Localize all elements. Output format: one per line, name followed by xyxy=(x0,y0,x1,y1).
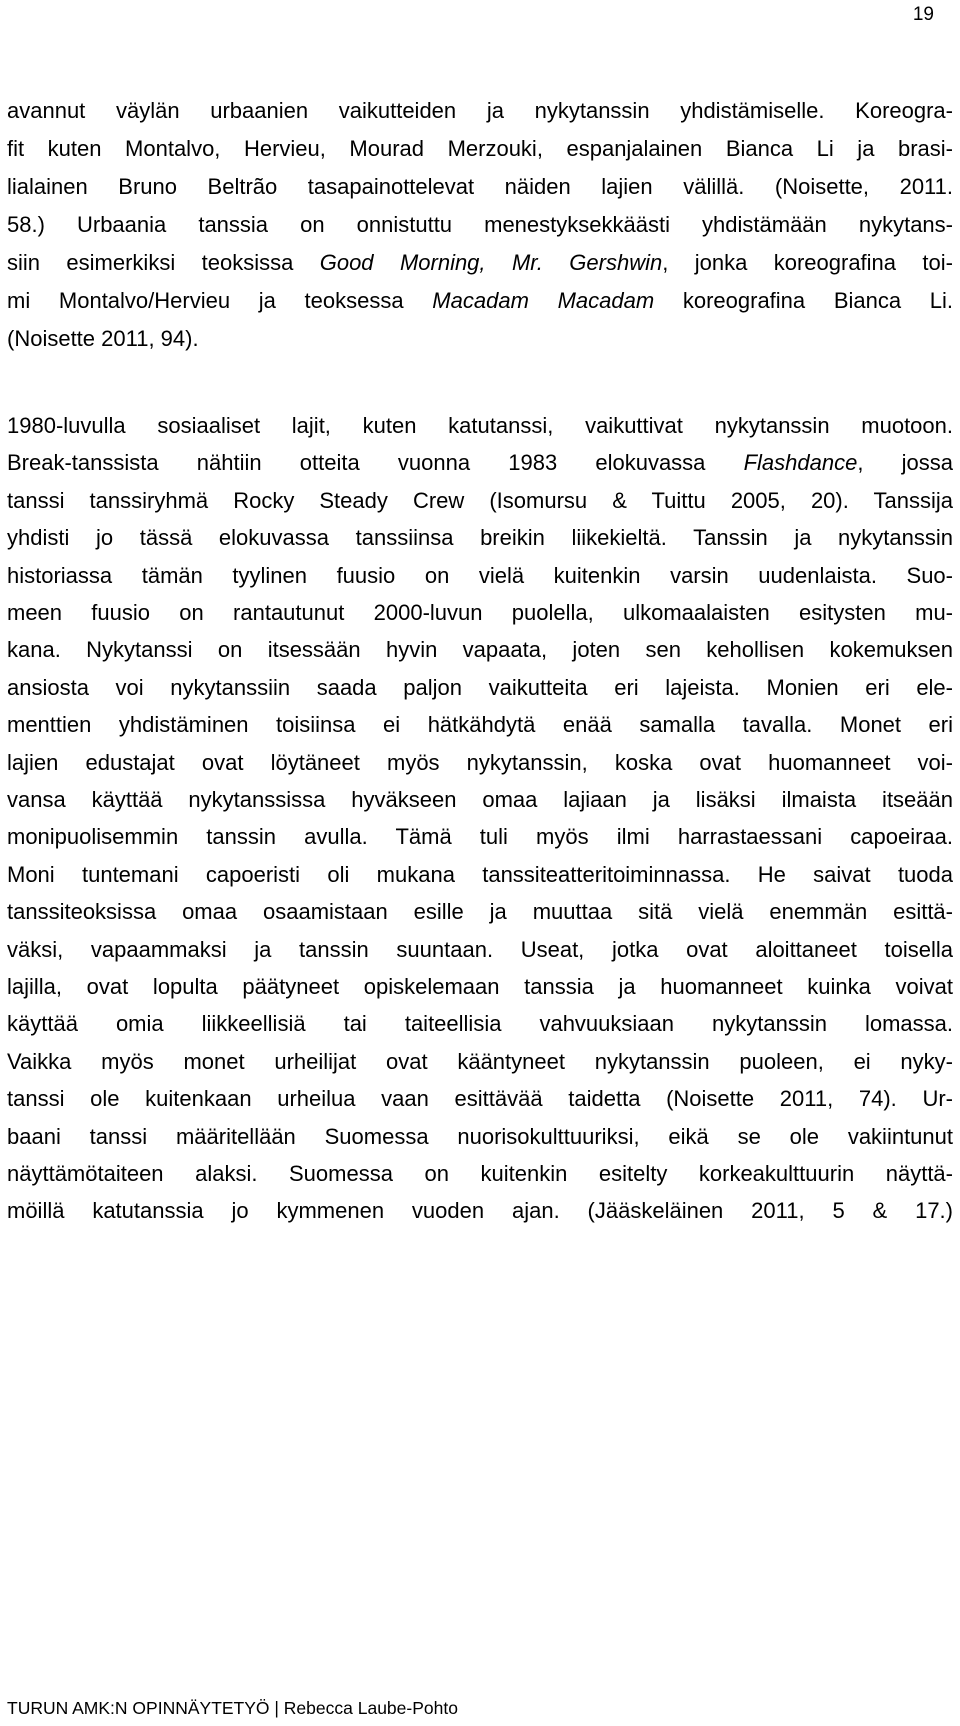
text-line xyxy=(7,860,953,890)
text-line xyxy=(7,710,953,740)
text-segment: möillä katutanssia jo kymmenen vuoden ajan. (Jääskeläinen 2011, 5 & 17.) xyxy=(7,1198,953,1224)
text-segment: baani tanssi määritellään Suomessa nuorisokulttuuriksi, eikä se ole vakiintunut xyxy=(7,1123,953,1149)
text-segment: menttien yhdistäminen toisiinsa ei hätkähdytä enää samalla tavalla. Monet eri xyxy=(7,712,953,738)
text-segment: vansa käyttää nykytanssissa hyväkseen omaa lajiaan ja lisäksi ilmaista itseään xyxy=(7,787,953,812)
text-segment: Break-tanssista nähtiin otteita vuonna 1983 elokuvassa xyxy=(7,450,744,476)
text-line xyxy=(7,598,953,628)
text-line xyxy=(7,935,953,965)
text-segment: kana. Nykytanssi on itsessään hyvin vapaata, joten sen kehollisen kokemuksen xyxy=(7,637,953,663)
text-line xyxy=(7,1196,953,1226)
text-line xyxy=(7,96,953,126)
text-segment: meen fuusio on rantautunut 2000-luvun puolella, ulkomaalaisten esitysten mu- xyxy=(7,600,953,625)
text-line xyxy=(7,172,953,202)
text-segment: Vaikka myös monet urheilijat ovat kääntyneet nykytanssin puoleen, ei nyky- xyxy=(7,1048,953,1074)
text-line xyxy=(7,448,953,478)
text-line xyxy=(7,486,953,516)
text-segment: lajien edustajat ovat löytäneet myös nykytanssin, koska ovat huomanneet voi- xyxy=(7,749,953,775)
text-line xyxy=(7,411,953,441)
text-segment: , jonka koreografina toi- xyxy=(662,250,953,275)
text-line xyxy=(7,785,953,815)
text-segment: tanssi tanssiryhmä Rocky Steady Crew (Isomursu & Tuittu 2005, 20). Tanssija xyxy=(7,487,953,513)
text-line xyxy=(7,897,953,927)
text-segment: (Noisette 2011, 94). xyxy=(7,326,199,351)
text-segment: käyttää omia liikkeellisiä tai taiteellisia vahvuuksiaan nykytanssin lomassa. xyxy=(7,1011,953,1037)
text-segment: avannut väylän urbaanien vaikutteiden ja nykytanssin yhdistämiselle. Koreogra- xyxy=(7,98,953,123)
text-segment: fit kuten Montalvo, Hervieu, Mourad Merzouki, espanjalainen Bianca Li ja brasi- xyxy=(7,136,953,161)
text-line xyxy=(7,523,953,553)
text-line xyxy=(7,1122,953,1152)
text-segment: mi Montalvo/Hervieu ja teoksessa xyxy=(7,288,433,313)
text-segment: lialainen Bruno Beltrão tasapainottelevat näiden lajien välillä. (Noisette, 2011. xyxy=(7,174,953,199)
text-segment: koreografina Bianca Li. xyxy=(654,288,954,313)
text-segment: näyttämötaiteen alaksi. Suomessa on kuitenkin esitelty korkeakulttuurin näyttä- xyxy=(7,1161,953,1186)
italic-title: Flashdance xyxy=(743,450,858,476)
text-segment: ansiosta voi nykytanssiin saada paljon vaikutteita eri lajeista. Monien eri ele- xyxy=(7,674,953,700)
italic-title: Good Morning, Mr. Gershwin xyxy=(319,250,663,275)
text-line xyxy=(7,748,953,778)
text-segment: Moni tuntemani capoeristi oli mukana tanssiteatteritoiminnassa. He saivat tuoda xyxy=(7,861,953,887)
italic-title: Macadam Macadam xyxy=(432,288,655,313)
text-line xyxy=(7,972,953,1002)
text-line xyxy=(7,286,953,316)
text-line xyxy=(7,134,953,164)
text-segment: väksi, vapaammaksi ja tanssin suuntaan. Useat, jotka ovat aloittaneet toisella xyxy=(7,936,953,962)
text-line xyxy=(7,248,953,278)
text-segment: yhdisti jo tässä elokuvassa tanssiinsa breikin liikekieltä. Tanssin ja nykytanssin xyxy=(7,525,953,551)
text-line xyxy=(7,822,953,852)
text-segment: , jossa xyxy=(857,450,953,476)
text-segment: 58.) Urbaania tanssia on onnistuttu menestyksekkäästi yhdistämään nykytans- xyxy=(7,212,953,237)
text-segment: tanssiteoksissa omaa osaamistaan esille ja muuttaa sitä vielä enemmän esittä- xyxy=(7,899,953,925)
footer: TURUN AMK:N OPINNÄYTETYÖ | Rebecca Laube-Pohto xyxy=(7,1698,458,1718)
text-line xyxy=(7,1084,953,1114)
text-segment: siin esimerkiksi teoksissa xyxy=(7,250,320,275)
text-line xyxy=(7,1047,953,1077)
text-segment: lajilla, ovat lopulta päätyneet opiskelemaan tanssia ja huomanneet kuinka voivat xyxy=(7,974,953,999)
page-number: 19 xyxy=(912,4,934,25)
text-line xyxy=(7,210,953,240)
text-line xyxy=(7,1009,953,1039)
text-segment: monipuolisemmin tanssin avulla. Tämä tuli myös ilmi harrastaessani capoeiraa. xyxy=(7,824,953,850)
text-line xyxy=(7,1159,953,1189)
text-line xyxy=(7,673,953,703)
text-line xyxy=(7,561,953,591)
text-segment: historiassa tämän tyylinen fuusio on vielä kuitenkin varsin uudenlaista. Suo- xyxy=(7,562,953,588)
text-line xyxy=(7,635,953,665)
text-line xyxy=(7,324,199,354)
text-segment: 1980-luvulla sosiaaliset lajit, kuten katutanssi, vaikuttivat nykytanssin muotoon. xyxy=(7,413,953,438)
text-segment: tanssi ole kuitenkaan urheilua vaan esittävää taidetta (Noisette 2011, 74). Ur- xyxy=(7,1086,953,1112)
